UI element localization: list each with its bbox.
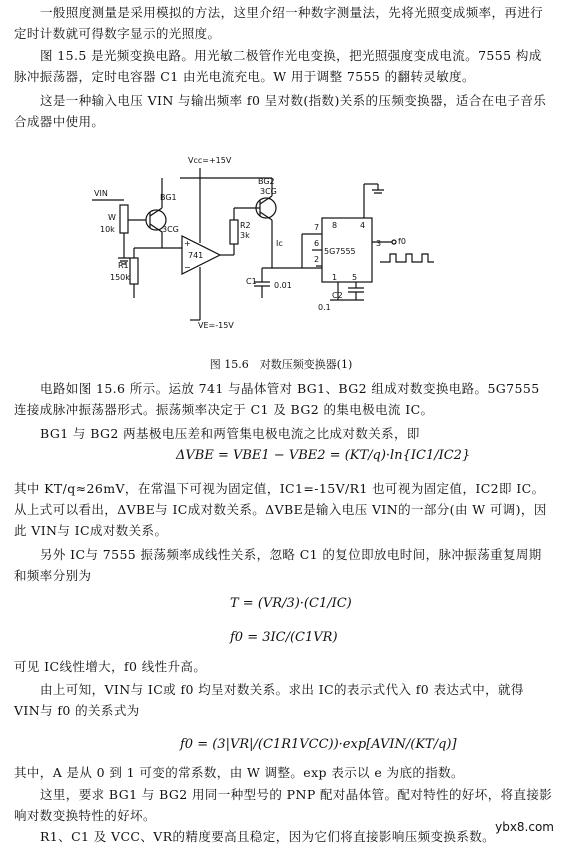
equation-4: f0 = (3|VR|/(C1R1VCC))·exp[AVIN/(KT/q)] (180, 737, 457, 752)
body-paragraph-2: BG1 与 BG2 两基极电压差和两管集电极电流之比成对数关系，即 (40, 426, 420, 441)
r1-label: R1 (118, 261, 129, 270)
pin-minus: − (184, 263, 191, 272)
ve-label: VE=-15V (198, 321, 234, 330)
equation-2: T = (VR/3)·(C1/IC) (230, 596, 352, 611)
body-paragraph-5: 可见 IC线性增大，f0 线性升高。 (14, 659, 207, 674)
intro-paragraph-3: 这是一种输入电压 VIN 与输出频率 f0 呈对数(指数)关系的压频变换器，适合在电子音乐合成器中使用。 (14, 93, 547, 129)
pin-7: 7 (314, 223, 320, 232)
body-paragraph-3: 其中 KT/q≈26mV，在常温下可视为固定值，IC1=-15V/R1 也可视为固定值，IC2即 IC。从上式可以看出，ΔVBE与 IC成对数关系。ΔVBE是输入电压 VIN的一部分(由 W 可调)，因此 VIN与 IC成对数关系。 (14, 481, 547, 538)
pin-6: 6 (314, 239, 320, 248)
vin-label: VIN (94, 189, 108, 198)
vcc-label: Vcc=+15V (188, 156, 232, 165)
body-paragraph-9: R1、C1 及 VCC、VR的精度要高且稳定，因为它们将直接影响压频变换系数。 (40, 829, 496, 844)
c2-value: 0.1 (318, 303, 331, 312)
pin-plus: + (184, 239, 191, 248)
w-label: W (108, 213, 116, 222)
c2-label: C2 (332, 291, 343, 300)
circuit-diagram (80, 150, 480, 350)
equation-3: f0 = 3IC/(C1VR) (230, 630, 338, 645)
intro-paragraph-2: 图 15.5 是光频变换电路。用光敏二极管作光电变换，把光照强度变成电流。7555 构成脉冲振荡器，定时电容器 C1 由光电流充电。W 用于调整 7555 的翻转灵敏度。 (14, 48, 542, 84)
chip-label: 5G7555 (324, 247, 356, 256)
body-paragraph-4: 另外 IC与 7555 振荡频率成线性关系，忽略 C1 的复位即放电时间，脉冲振荡重复周期和频率分别为 (14, 547, 542, 583)
body-paragraph-7: 其中，A 是从 0 到 1 可变的常系数，由 W 调整。exp 表示以 e 为底的指数。 (14, 765, 464, 780)
w-value: 10k (100, 225, 115, 234)
pin-4: 4 (360, 221, 366, 230)
pin-1: 1 (332, 273, 338, 282)
intro-paragraph-1: 一般照度测量是采用模拟的方法，这里介绍一种数字测量法，先将光照变成频率，再进行定时计数就可得数字显示的光照度。 (14, 5, 544, 41)
c1-label: C1 (246, 277, 257, 286)
watermark: ybx8.com (495, 820, 554, 834)
body-paragraph-1: 电路如图 15.6 所示。运放 741 与晶体管对 BG1、BG2 组成对数变换电路。5G7555 连接成脉冲振荡器形式。振荡频率决定于 C1 及 BG2 的集电极电流 IC。 (14, 381, 540, 417)
opamp-label: 741 (188, 251, 204, 260)
ic-label: Ic (276, 239, 283, 248)
r2-value: 3k (240, 231, 250, 240)
bg2-label: BG2 (258, 177, 275, 186)
figure-caption: 图 15.6 对数压频变换器(1) (209, 358, 353, 371)
body-paragraph-6: 由上可知，VIN与 IC或 f0 均呈对数关系。求出 IC的表示式代入 f0 表达式中，就得 VIN与 f0 的关系式为 (14, 682, 524, 718)
bg1-label: BG1 (160, 193, 177, 202)
pin-8: 8 (332, 221, 338, 230)
f0-label: f0 (398, 237, 406, 246)
equation-1: ΔVBE = VBE1 − VBE2 = (KT/q)·ln{IC1/IC2} (176, 448, 471, 463)
bg2-type: 3CG (260, 187, 277, 196)
bg1-type: 3CG (162, 225, 179, 234)
pin-2: 2 (314, 255, 320, 264)
r1-value: 150k (110, 273, 130, 282)
pin-5: 5 (352, 273, 358, 282)
r2-label: R2 (240, 221, 251, 230)
c1-value: 0.01 (274, 281, 292, 290)
body-paragraph-8: 这里，要求 BG1 与 BG2 用同一种型号的 PNP 配对晶体管。配对特性的好坏，将直接影响对数变换特性的好坏。 (14, 787, 553, 823)
pin-3: 3 (376, 239, 382, 248)
